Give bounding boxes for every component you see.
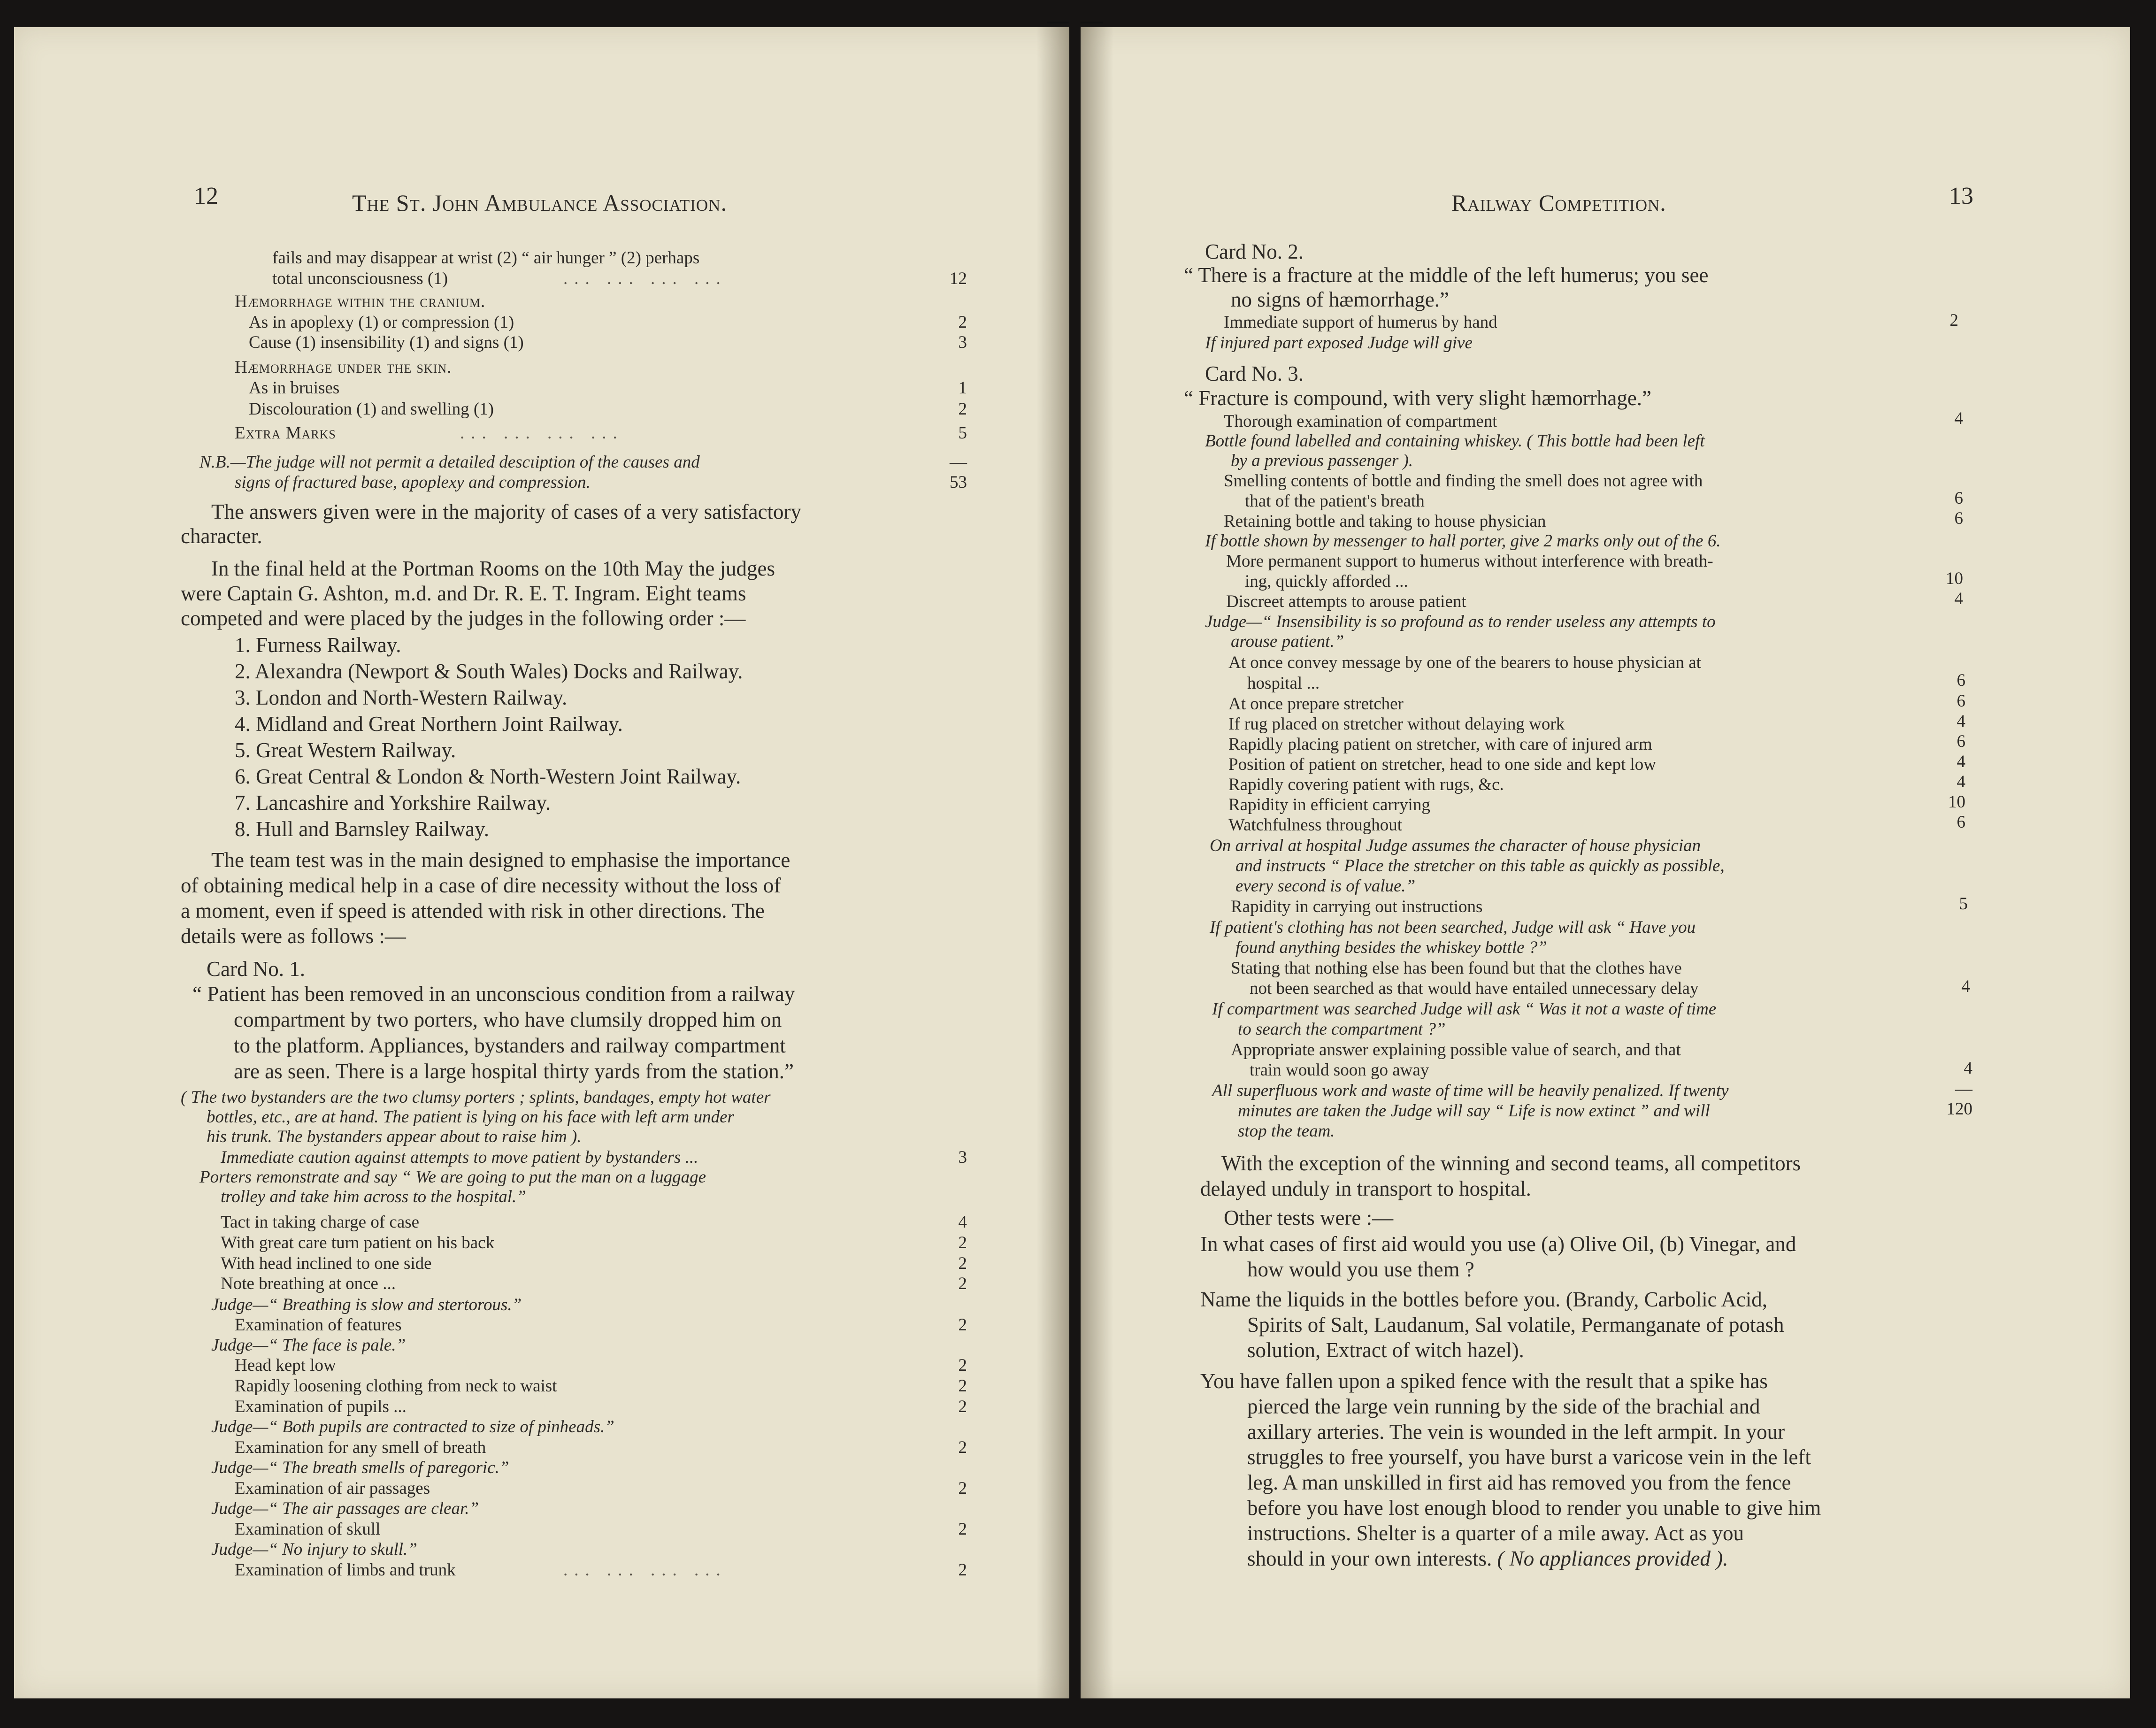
page-number: 13 <box>1949 183 1973 209</box>
score-value: 5 <box>958 423 967 443</box>
score-dash: — <box>950 453 967 472</box>
section-heading: Hæmorrhage under the skin. <box>235 358 452 377</box>
score-value: 2 <box>958 1274 967 1293</box>
score-line: hospital ... <box>1247 674 1320 693</box>
dot-leader: ... ... ... ... <box>563 1560 727 1580</box>
score-value: 4 <box>1954 589 1963 608</box>
score-value: 4 <box>958 1213 967 1232</box>
question-line: You have fallen upon a spiked fence with the result that a spike has <box>1200 1369 1768 1393</box>
score-line: If rug placed on stretcher without delaying work <box>1228 714 1565 734</box>
score-line: Discreet attempts to arouse patient <box>1226 592 1466 611</box>
card-note: bottles, etc., are at hand. The patient is lying on his face with left arm under <box>207 1107 734 1127</box>
judge-note: Judge—“ The breath smells of paregoric.” <box>211 1458 509 1477</box>
score-line: Examination for any smell of breath <box>235 1438 486 1457</box>
score-line: Immediate support of humerus by hand <box>1224 313 1497 332</box>
card-title: Card No. 1. <box>207 957 305 981</box>
gutter-shadow <box>1081 27 1113 1698</box>
score-value: 2 <box>958 313 967 332</box>
score-line: Stating that nothing else has been found but that the clothes have <box>1231 959 1682 978</box>
card-text: to the platform. Appliances, bystanders and railway compartment <box>234 1034 786 1057</box>
score-value: 4 <box>1957 752 1965 771</box>
score-value: 2 <box>958 1560 967 1580</box>
judge-note: If bottle shown by messenger to hall porter, give 2 marks only out of the 6. <box>1205 531 1721 551</box>
page-number: 12 <box>194 183 218 209</box>
judge-note: If patient's clothing has not been searched, Judge will ask “ Have you <box>1210 918 1696 937</box>
question-line: Name the liquids in the bottles before you. (Brandy, Carbolic Acid, <box>1200 1288 1768 1311</box>
question-line: instructions. Shelter is a quarter of a mile away. Act as you <box>1247 1521 1744 1545</box>
score-line: At once prepare stretcher <box>1228 694 1404 714</box>
card-title: Card No. 2. <box>1205 240 1304 263</box>
judge-note: All superfluous work and waste of time will be heavily penalized. If twenty <box>1212 1081 1729 1100</box>
judge-note: arouse patient.” <box>1231 632 1344 651</box>
paragraph-line: of obtaining medical help in a case of dire necessity without the loss of <box>181 874 781 897</box>
score-value: 1 <box>958 378 967 398</box>
score-line: Note breathing at once ... <box>221 1274 396 1293</box>
score-value: 5 <box>1959 894 1968 914</box>
question-line: pierced the large vein running by the side of the brachial and <box>1247 1395 1760 1418</box>
judge-note: to search the compartment ?” <box>1238 1020 1446 1039</box>
paragraph-line: details were as follows :— <box>181 924 406 948</box>
score-line: More permanent support to humerus without interference with breath- <box>1226 552 1713 571</box>
score-value: 4 <box>1961 977 1970 996</box>
question-line: before you have lost enough blood to render you unable to give him <box>1247 1496 1821 1520</box>
card-text: are as seen. There is a large hospital thirty yards from the station.” <box>234 1060 794 1083</box>
score-line: Examination of features <box>235 1315 402 1335</box>
card-text: no signs of hæmorrhage.” <box>1231 288 1449 311</box>
score-line: Rapidly placing patient on stretcher, with care of injured arm <box>1228 735 1652 754</box>
score-line: not been searched as that would have entailed unnecessary delay <box>1250 979 1699 998</box>
judge-note: Porters remonstrate and say “ We are going to put the man on a luggage <box>199 1167 706 1187</box>
judge-note: found anything besides the whiskey bottle ?” <box>1235 938 1547 957</box>
question-line: In what cases of first aid would you use (a) Olive Oil, (b) Vinegar, and <box>1200 1232 1796 1256</box>
dot-leader: ... ... ... ... <box>563 269 727 288</box>
score-line: Rapidly loosening clothing from neck to waist <box>235 1376 557 1396</box>
judge-note: Judge—“ Breathing is slow and stertorous.” <box>211 1295 522 1314</box>
score-line: Smelling contents of bottle and finding the smell does not agree with <box>1224 471 1703 491</box>
score-line: Rapidity in carrying out instructions <box>1231 897 1483 916</box>
score-value: 4 <box>1957 712 1965 731</box>
paragraph-line: The answers given were in the majority of cases of a very satisfactory <box>211 500 802 523</box>
score-total: 120 <box>1946 1099 1972 1119</box>
score-value: 2 <box>958 1356 967 1375</box>
score-line: Examination of pupils ... <box>235 1397 407 1416</box>
question-text: should in your own interests. <box>1247 1547 1492 1570</box>
paragraph-line: were Captain G. Ashton, m.d. and Dr. R. E. T. Ingram. Eight teams <box>181 582 746 605</box>
judge-note: signs of fractured base, apoplexy and compression. <box>235 473 591 492</box>
paragraph-line: With the exception of the winning and second teams, all competitors <box>1221 1152 1801 1175</box>
score-value: 2 <box>958 1479 967 1498</box>
score-value: 2 <box>958 1438 967 1457</box>
section-heading: Hæmorrhage within the cranium. <box>235 292 486 311</box>
placing-item: 5. Great Western Railway. <box>235 738 456 762</box>
score-line: that of the patient's breath <box>1245 492 1425 511</box>
score-value: 12 <box>950 269 967 288</box>
score-line: train would soon go away <box>1250 1060 1429 1080</box>
question-line: Spirits of Salt, Laudanum, Sal volatile, Permanganate of potash <box>1247 1313 1784 1336</box>
judge-note: and instructs “ Place the stretcher on this table as quickly as possible, <box>1235 856 1725 876</box>
score-line: Cause (1) insensibility (1) and signs (1) <box>249 333 524 352</box>
score-line: Examination of air passages <box>235 1479 430 1498</box>
score-line: total unconsciousness (1) <box>272 269 448 288</box>
scan-mark <box>1081 22 1103 23</box>
score-line: Watchfulness throughout <box>1228 815 1403 835</box>
right-page <box>1081 27 2130 1698</box>
score-value: 2 <box>1949 311 1958 330</box>
card-title: Card No. 3. <box>1205 362 1304 385</box>
score-line: At once convey message by one of the bearers to house physician at <box>1228 653 1701 672</box>
score-value: 4 <box>1954 409 1963 428</box>
judge-note: every second is of value.” <box>1235 876 1416 896</box>
question-italic-note: ( No appliances provided ). <box>1497 1547 1728 1570</box>
score-line: With great care turn patient on his back <box>221 1233 495 1252</box>
judge-note: If injured part exposed Judge will give <box>1205 333 1473 353</box>
card-text: “ Patient has been removed in an unconscious condition from a railway <box>192 982 795 1006</box>
score-value: 2 <box>958 1254 967 1273</box>
placing-item: 6. Great Central & London & North-Western Joint Railway. <box>235 765 741 788</box>
judge-note: minutes are taken the Judge will say “ Life is now extinct ” and will <box>1238 1101 1710 1121</box>
score-line: Thorough examination of compartment <box>1224 412 1497 431</box>
score-value: 2 <box>958 1397 967 1416</box>
section-heading: Extra Marks <box>235 423 336 443</box>
score-dash: — <box>1955 1079 1972 1098</box>
score-line: Immediate caution against attempts to move patient by bystanders ... <box>221 1148 698 1167</box>
question-line: struggles to free yourself, you have burst a varicose vein in the left <box>1247 1445 1811 1469</box>
question-line <box>1247 1546 1728 1571</box>
left-page <box>14 27 1069 1698</box>
score-line: Examination of skull <box>235 1520 381 1539</box>
score-line: fails and may disappear at wrist (2) “ air hunger ” (2) perhaps <box>272 248 700 268</box>
placing-item: 2. Alexandra (Newport & South Wales) Docks and Railway. <box>235 660 743 683</box>
judge-note: by a previous passenger ). <box>1231 451 1413 470</box>
score-value: 6 <box>1954 509 1963 528</box>
running-header: The St. John Ambulance Association. <box>352 190 727 216</box>
judge-note: Judge—“ Both pupils are contracted to size of pinheads.” <box>211 1417 614 1436</box>
placing-item: 4. Midland and Great Northern Joint Railway. <box>235 712 623 736</box>
paragraph-line: a moment, even if speed is attended with risk in other directions. The <box>181 899 765 922</box>
dot-leader: ... ... ... ... <box>460 423 624 443</box>
score-value: 6 <box>1957 813 1965 832</box>
score-value: 6 <box>1954 489 1963 508</box>
card-note: ( The two bystanders are the two clumsy porters ; splints, bandages, empty hot water <box>181 1088 771 1107</box>
judge-note: Judge—“ Insensibility is so profound as to render useless any attempts to <box>1205 612 1716 631</box>
score-line: ing, quickly afforded ... <box>1245 572 1408 591</box>
score-value: 10 <box>1946 569 1963 588</box>
judge-note: N.B.—The judge will not permit a detailed descıiption of the causes and <box>199 453 700 472</box>
judge-note: Judge—“ The air passages are clear.” <box>211 1499 479 1518</box>
score-value: 4 <box>1957 772 1965 791</box>
score-line: Appropriate answer explaining possible value of search, and that <box>1231 1040 1681 1060</box>
placing-item: 3. London and North-Western Railway. <box>235 686 568 709</box>
score-line: Retaining bottle and taking to house physician <box>1224 512 1546 531</box>
score-value: 2 <box>958 399 967 419</box>
score-value: 3 <box>958 333 967 352</box>
score-line: Discolouration (1) and swelling (1) <box>249 399 494 419</box>
question-line: solution, Extract of witch hazel). <box>1247 1338 1524 1362</box>
paragraph-line: The team test was in the main designed to emphasise the importance <box>211 848 790 872</box>
judge-note: Bottle found labelled and containing whiskey. ( This bottle had been left <box>1205 431 1705 451</box>
gutter-shadow <box>1036 27 1069 1698</box>
placing-item: 1. Furness Railway. <box>235 633 401 657</box>
score-total: 53 <box>950 473 967 492</box>
judge-note: Judge—“ The face is pale.” <box>211 1336 406 1355</box>
score-line: Rapidity in efficient carrying <box>1228 795 1430 814</box>
judge-note: Judge—“ No injury to skull.” <box>211 1540 417 1559</box>
placing-item: 7. Lancashire and Yorkshire Railway. <box>235 791 551 814</box>
score-value: 2 <box>958 1376 967 1396</box>
score-value: 2 <box>958 1233 967 1252</box>
card-note: his trunk. The bystanders appear about to raise him ). <box>207 1127 582 1146</box>
score-line: Examination of limbs and trunk <box>235 1560 456 1580</box>
running-header: Railway Competition. <box>1451 190 1666 216</box>
paragraph-line: delayed unduly in transport to hospital. <box>1200 1177 1531 1200</box>
judge-note: stop the team. <box>1238 1121 1335 1141</box>
score-line: As in bruises <box>249 378 340 398</box>
score-line: Head kept low <box>235 1356 336 1375</box>
score-value: 2 <box>958 1520 967 1539</box>
score-value: 6 <box>1957 671 1965 690</box>
scan-mark <box>1047 22 1069 23</box>
judge-note: trolley and take him across to the hospital.” <box>221 1187 526 1206</box>
judge-note: On arrival at hospital Judge assumes the character of house physician <box>1210 836 1701 855</box>
score-value: 6 <box>1957 732 1965 751</box>
paragraph-line: character. <box>181 524 262 548</box>
judge-note: If compartment was searched Judge will ask “ Was it not a waste of time <box>1212 999 1717 1019</box>
paragraph-line: competed and were placed by the judges in the following order :— <box>181 607 746 630</box>
score-value: 6 <box>1957 691 1965 711</box>
question-line: leg. A man unskilled in first aid has removed you from the fence <box>1247 1471 1791 1494</box>
card-text: “ Fracture is compound, with very slight hæmorrhage.” <box>1184 386 1652 410</box>
paragraph-line: In the final held at the Portman Rooms on the 10th May the judges <box>211 557 775 580</box>
paragraph-line: Other tests were :— <box>1224 1206 1394 1229</box>
score-value: 10 <box>1948 792 1965 812</box>
card-text: “ There is a fracture at the middle of the left humerus; you see <box>1184 263 1709 287</box>
score-line: Rapidly covering patient with rugs, &c. <box>1228 775 1504 794</box>
score-line: Tact in taking charge of case <box>221 1213 420 1232</box>
question-line: axillary arteries. The vein is wounded in the left armpit. In your <box>1247 1420 1785 1444</box>
score-value: 2 <box>958 1315 967 1335</box>
placing-item: 8. Hull and Barnsley Railway. <box>235 817 489 841</box>
score-value: 3 <box>958 1148 967 1167</box>
score-line: With head inclined to one side <box>221 1254 432 1273</box>
score-line: Position of patient on stretcher, head to one side and kept low <box>1228 755 1656 774</box>
question-line: how would you use them ? <box>1247 1258 1474 1281</box>
score-line: As in apoplexy (1) or compression (1) <box>249 313 514 332</box>
card-text: compartment by two porters, who have clumsily dropped him on <box>234 1008 782 1031</box>
score-value: 4 <box>1964 1059 1972 1078</box>
